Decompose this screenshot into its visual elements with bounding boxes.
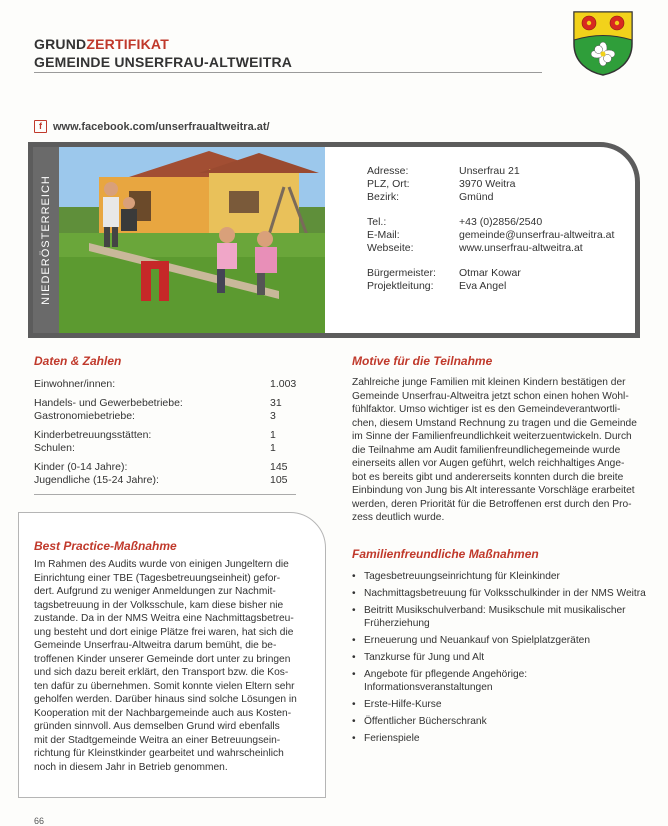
list-item: • Angebote für pflegende Angehörige: Informationsveranstaltungen — [352, 668, 652, 694]
contact-details — [367, 165, 614, 293]
bp-line: Im Rahmen des Audits wurde von einigen Jungeltern die — [34, 559, 289, 570]
best-practice-text — [34, 558, 312, 774]
bp-line: Kooperation mit der Nachbargemeinde auch aus Kosten- — [34, 707, 292, 719]
motive-line: werden, deren Priorität für die Betroffenen erst durch den Pro- — [352, 498, 632, 510]
bp-line: mit der Stadtgemeinde Weitra an einer Betreuungsein- — [34, 734, 281, 746]
region-band — [33, 147, 59, 333]
bp-line: gründen sinnvoll. Aus demselben Grund wird ebenfalls — [34, 721, 280, 732]
measures-title: Familienfreundliche Maßnahmen — [352, 547, 539, 561]
stats-row: Jugendliche (15-24 Jahre): 105 — [34, 474, 288, 486]
website-link[interactable]: www.unserfrau-altweitra.at — [459, 242, 583, 254]
motive-line: im Sinne der Familienfreundlichkeit weiterzuentwickeln. Durch — [352, 431, 632, 442]
region-label: NIEDERÖSTERREICH — [40, 175, 52, 305]
municipality-name: GEMEINDE UNSERFRAU-ALTWEITRA — [34, 54, 293, 70]
motive-line: Einbindung von Jung bis Alt interessante Vorschläge erarbeitet — [352, 485, 635, 496]
motive-line: zess deutlich wurde. — [352, 512, 445, 523]
motive-line: bot es bereits gibt und andererseits konnten durch die breite — [352, 471, 624, 483]
stats-row: Kinder (0-14 Jahre): 145 — [34, 461, 288, 473]
facebook-icon: f — [34, 120, 47, 133]
list-item: • Beitritt Musikschulverband: Musikschule mit musikalischer Früherziehung — [352, 604, 652, 630]
stats-row: Gastronomiebetriebe: 3 — [34, 410, 276, 422]
list-item: • Öffentlicher Bücherschrank — [352, 715, 652, 728]
stats-title: Daten & Zahlen — [34, 354, 122, 368]
motives-text — [352, 376, 644, 525]
motive-line: fühlfaktor. Umso wichtiger ist es den Gemeindeverantwortli- — [352, 404, 621, 415]
info-box — [28, 142, 640, 338]
stats-row: Schulen: 1 — [34, 442, 276, 454]
detail-row: PLZ, Ort: 3970 Weitra — [367, 178, 516, 190]
measures-list — [352, 570, 652, 749]
detail-row: Adresse: Unserfrau 21 — [367, 165, 520, 177]
list-item: • Nachmittagsbetreuung für Volksschulkinder in der NMS Weitra — [352, 587, 652, 600]
list-item: • Ferienspiele — [352, 732, 652, 745]
bp-line: zustande. Da in der NMS Weitra eine Nachmittagsbetreu- — [34, 613, 294, 624]
bp-line: richtung für Kleinstkinder gearbeitet und wahrscheinlich — [34, 748, 284, 759]
certificate-title: GRUNDZERTIFIKAT — [34, 36, 169, 52]
detail-row: Projektleitung: Eva Angel — [367, 280, 507, 292]
bp-line: tagsbetreuung in der Volksschule, kam diese bisher nie — [34, 599, 284, 611]
stats-row: Einwohner/innen: 1.003 — [34, 378, 297, 390]
list-item: • Erneuerung und Neuankauf von Spielplatzgeräten — [352, 634, 652, 647]
bp-line: geholfen werden. Darüber hinaus sind solche Lösungen in — [34, 694, 297, 705]
detail-row: Bezirk: Gmünd — [367, 191, 494, 203]
coat-of-arms-icon — [572, 10, 634, 76]
bp-line: ung besteht und dort einige Plätze frei waren, hat sich die — [34, 626, 294, 638]
bp-line: und sich dazu bereit erklärt, den Transport bzw. die Kos- — [34, 667, 289, 678]
email-link[interactable]: gemeinde@unserfrau-altweitra.at — [459, 229, 615, 241]
page-number: 66 — [34, 816, 45, 826]
motives-title: Motive für die Teilnahme — [352, 354, 493, 368]
bp-line: noch in diesem Jahr in Betrieb genommen. — [34, 761, 228, 773]
motive-line: Zahlreiche junge Familien mit kleinen Kindern bestätigen der — [352, 377, 626, 388]
facebook-link[interactable] — [34, 120, 270, 133]
header-divider — [34, 72, 542, 73]
bp-line: troffenen Kinder unserer Gemeinde dort unter zu bringen — [34, 653, 291, 665]
motive-line: die Teilnahme am Audit familienfreundlichegemeinde wurde — [352, 444, 621, 456]
stats-row: Handels- und Gewerbebetriebe: 31 — [34, 397, 282, 409]
bp-line: ten dafür zu übernehmen. Somit konnte vielen Eltern sehr — [34, 680, 295, 692]
page-header — [34, 36, 292, 70]
list-item: • Tagesbetreuungseinrichtung für Kleinkinder — [352, 570, 652, 583]
bp-line: dert. Aufgrund zu weniger Anmeldungen zur Nachmit- — [34, 586, 276, 597]
playground-photo — [59, 147, 325, 333]
bp-line: Einrichtung einer TBE (Tagesbetreuungseinheit) gefor- — [34, 572, 281, 584]
best-practice-title: Best Practice-Maßnahme — [34, 539, 177, 553]
bp-line: Gemeinde Unserfrau-Altweitra darum bemüht, die be- — [34, 640, 277, 651]
detail-row: Bürgermeister: Otmar Kowar — [367, 267, 521, 279]
stats-row: Kinderbetreuungsstätten: 1 — [34, 429, 276, 441]
motive-line: Gemeinde Unserfrau-Altweitra jetzt schon einen hohen Wohl- — [352, 390, 629, 402]
detail-row: Tel.: +43 (0)2856/2540 — [367, 216, 543, 228]
motive-line: einerseits allen vor Augen geführt, welch reichhaltiges Ange- — [352, 458, 625, 469]
detail-row: Webseite: www.unserfrau-altweitra.at — [367, 242, 583, 254]
stats-divider — [34, 494, 296, 495]
stats-table — [34, 378, 296, 487]
list-item: • Tanzkurse für Jung und Alt — [352, 651, 652, 664]
detail-row: E-Mail: gemeinde@unserfrau-altweitra.at — [367, 229, 615, 241]
facebook-url[interactable]: www.facebook.com/unserfraualtweitra.at/ — [53, 120, 270, 133]
motive-line: chen, diesem Umstand Rechnung zu tragen und die Gemeinde — [352, 417, 637, 429]
list-item: • Erste-Hilfe-Kurse — [352, 698, 652, 711]
